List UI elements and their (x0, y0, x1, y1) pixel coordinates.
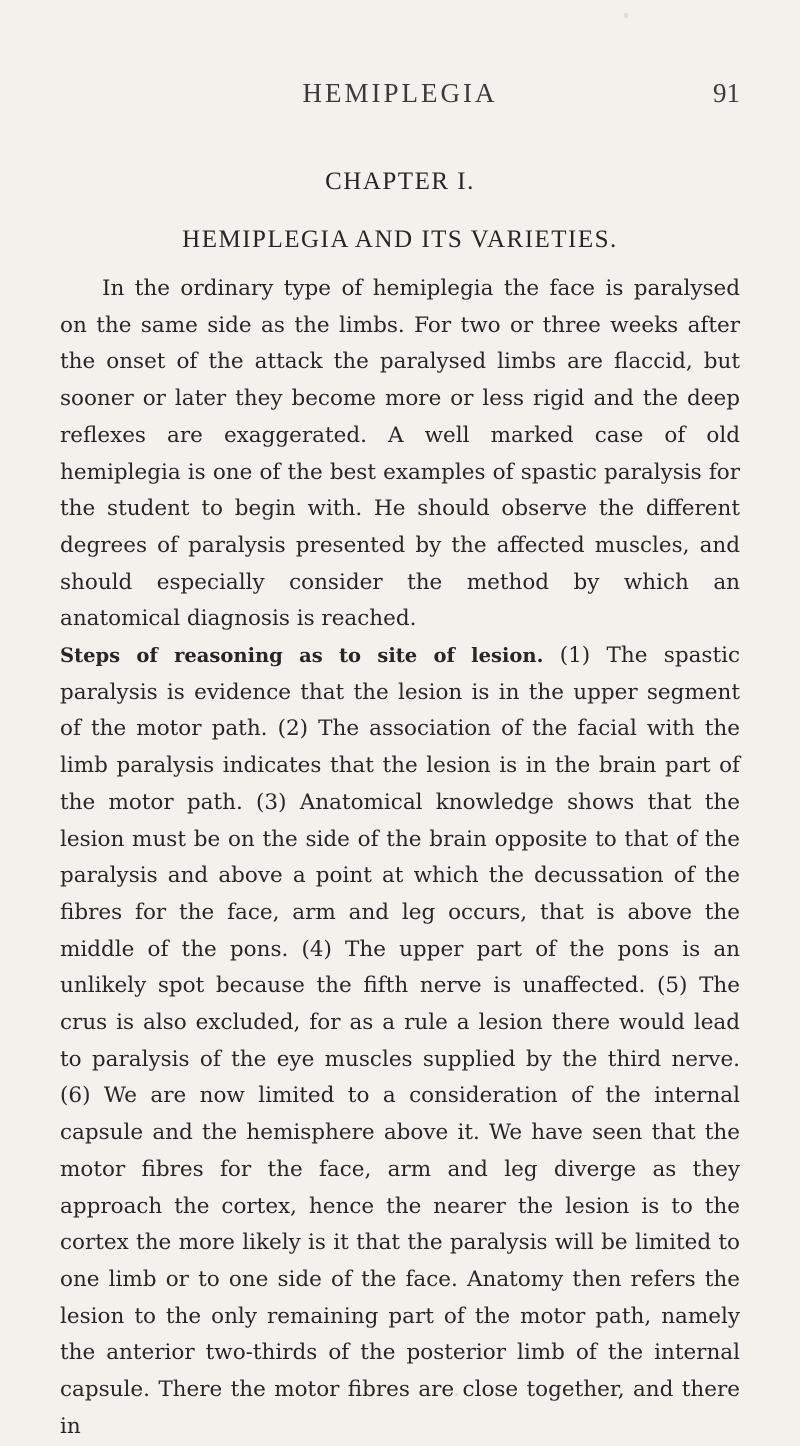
chapter-label: CHAPTER I. (325, 168, 475, 195)
running-header (0, 78, 800, 118)
paper-speck (455, 1393, 458, 1396)
running-title: HEMIPLEGIA (302, 78, 498, 108)
body-text (60, 271, 740, 1446)
sidehead: Steps of reasoning as to site of lesion. (60, 644, 544, 668)
paragraph-with-sidehead (60, 638, 740, 1445)
paper-speck (624, 13, 628, 18)
paragraph-text: (1) The spastic paralysis is evidence that the lesion is in the upper segment of the motor path. (2) The association of the facial with the limb paralysis indicates that the lesion is in the brain part of the motor path. (3) Anatomical knowledge shows that the lesion must be on the side of the brain opposite to that of the paralysis and above a point at which the decussation of the fibres for the face, arm and leg occurs, that is above the middle of the pons. (4) The upper part of the pons is an unlikely spot because the fifth nerve is unaffected. (5) The crus is also excluded, for as a rule a lesion there would lead to paralysis of the eye muscles supplied by the third nerve. (6) We are now limited to a consideration of the internal capsule and the hemisphere above it. We have seen that the motor fibres for the face, arm and leg diverge as they approach the cortex, hence the nearer the lesion is to the cortex the more likely is it that the paralysis will be limited to one limb or to one side of the face. Anatomy then refers the lesion to the only remaining part of the motor path, namely the anterior two-thirds of the posterior limb of the internal capsule. There the motor fibres are close together, and there in (60, 643, 741, 1439)
paragraph: In the ordinary type of hemiplegia the face is paralysed on the same side as the limbs. For two or three weeks after the onset of the attack the paralysed limbs are flaccid, but sooner or later they become more or less rigid and the deep reflexes are exaggerated. A well marked case of old hemiplegia is one of the best examples of spastic paralysis for the student to begin with. He should observe the different degrees of paralysis presented by the affected muscles, and should especially consider the method by which an anatomical diagnosis is reached. (60, 276, 740, 632)
page-number: 91 (713, 78, 740, 108)
chapter-title: HEMIPLEGIA AND ITS VARIETIES. (182, 226, 618, 253)
